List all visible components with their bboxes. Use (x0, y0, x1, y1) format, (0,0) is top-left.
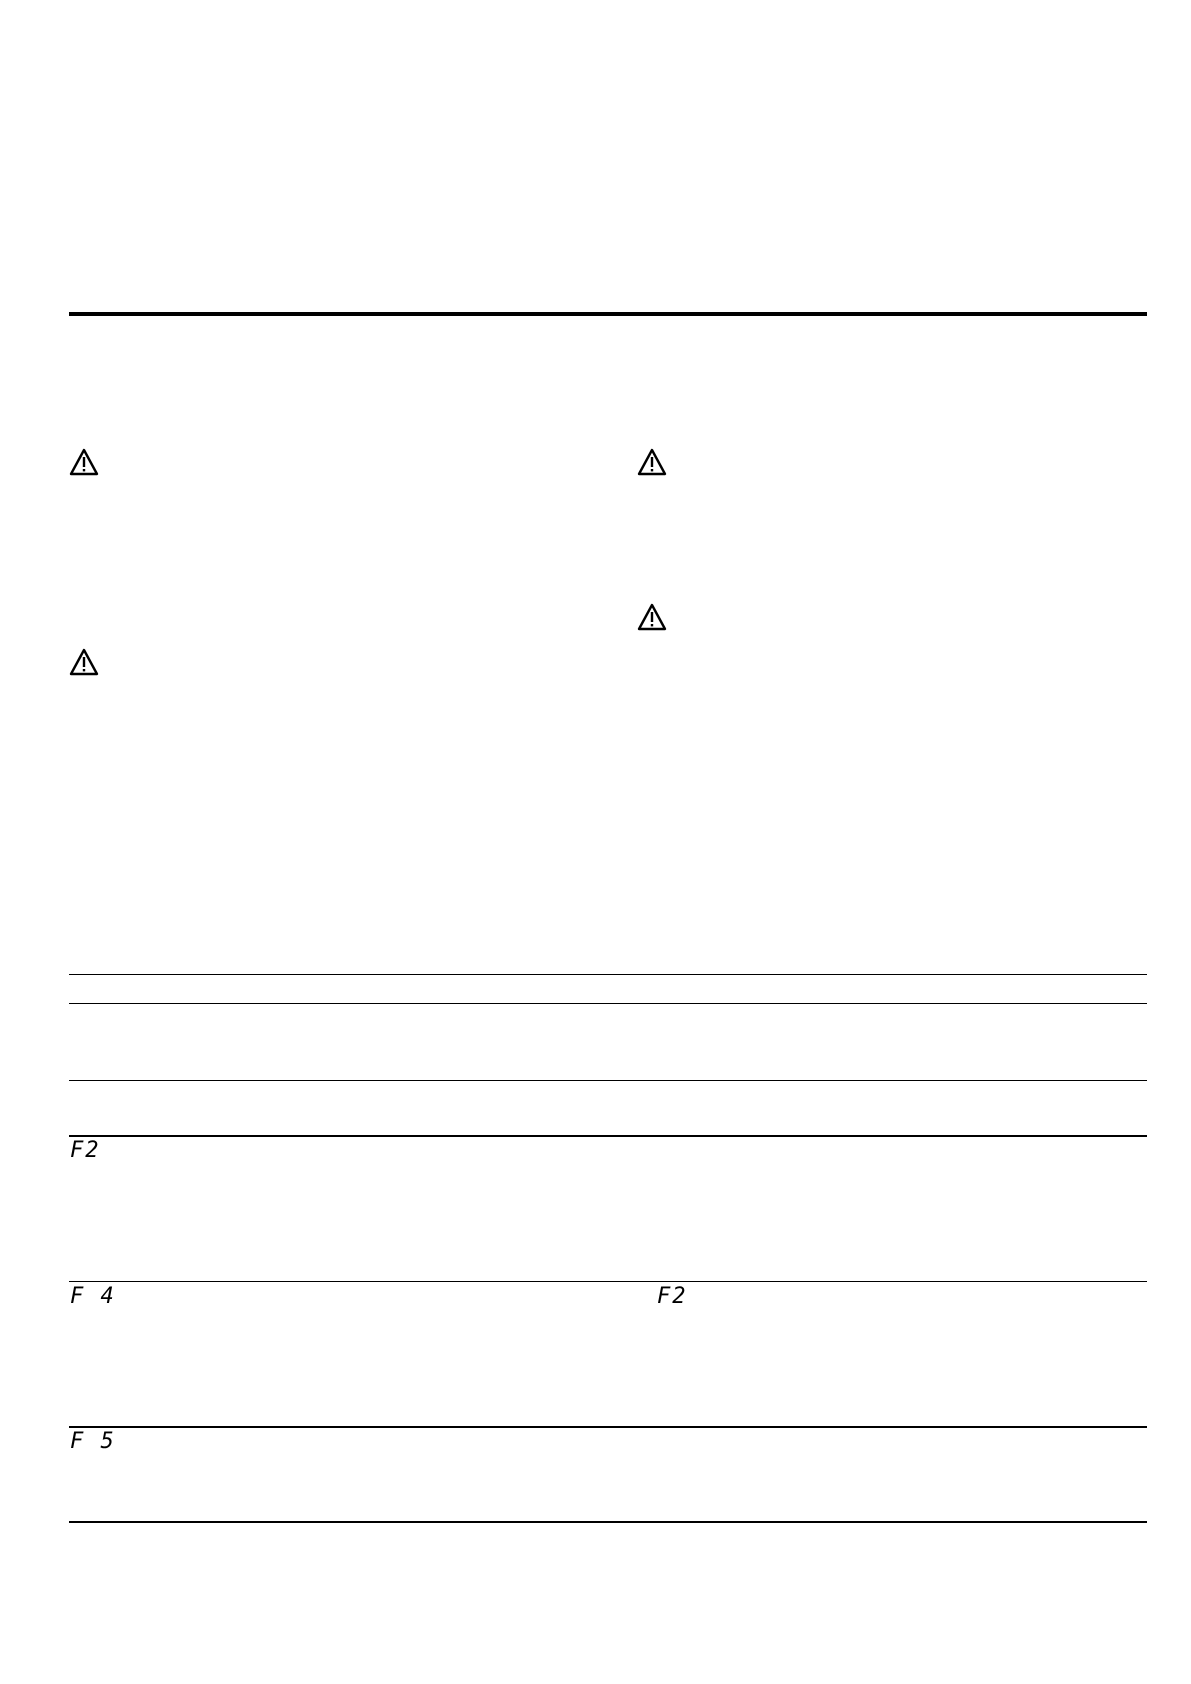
table-header-rule (69, 1003, 1147, 1004)
error-code: F2 (70, 1138, 101, 1163)
error-code: F 4 (70, 1284, 116, 1309)
warning-triangle-icon (637, 448, 667, 476)
error-code: F 5 (70, 1429, 116, 1454)
warning-triangle-icon (637, 603, 667, 631)
table-bottom-rule (69, 1521, 1147, 1523)
error-code-secondary: F2 (657, 1284, 688, 1309)
table-top-rule (69, 974, 1147, 975)
warning-triangle-icon (69, 448, 99, 476)
table-row-divider (69, 1426, 1147, 1428)
warning-triangle-icon (69, 648, 99, 676)
table-row-divider (69, 1281, 1147, 1282)
section-header-rule (69, 312, 1147, 316)
table-row-divider (69, 1135, 1147, 1137)
table-row-divider (69, 1080, 1147, 1081)
